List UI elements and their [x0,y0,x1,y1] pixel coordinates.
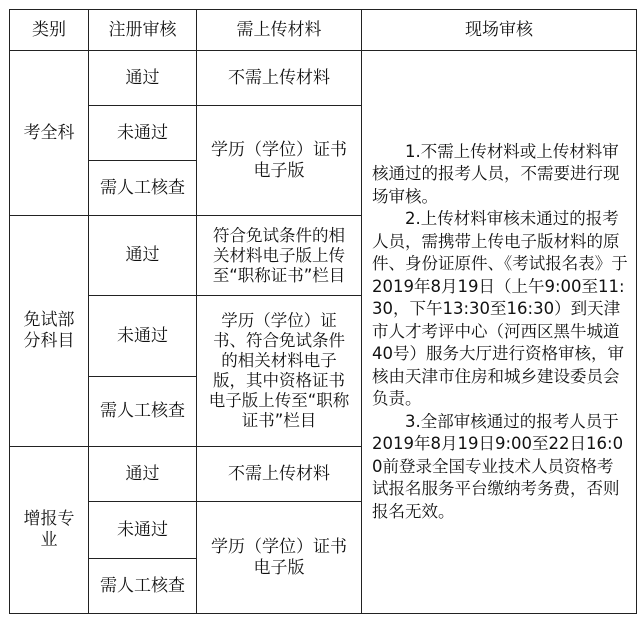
header-materials: 需上传材料 [197,10,362,51]
materials-cell: 学历（学位）证书电子版 [197,106,362,216]
onsite-note: 3.全部审核通过的报考人员于2019年8月19日9:00至22日16:00前登录全国专业技术人员资格考试报名服务平台缴纳考务费，否则报名无效。 [372,411,624,521]
materials-cell: 学历（学位）证书、符合免试条件的相关材料电子版，其中资格证书电子版上传至“职称证书”栏目 [197,296,362,447]
exam-review-table [9,9,637,614]
status-cell: 未通过 [89,296,197,377]
status-cell: 通过 [89,216,197,296]
onsite-note: 2.上传材料审核未通过的报考人员，需携带上传电子版材料的原件、身份证原件、《考试报名表》于2019年8月19日（上午9:00至11:30，下午13:30至16:30）到天津市人才考评中心（河西区黑牛城道40号）服务大厅进行资格审核，审核由天津市住房和城乡建设委员会负责。 [372,209,628,409]
onsite-notes-cell [362,51,637,614]
materials-cell: 不需上传材料 [197,447,362,502]
header-row [10,10,637,51]
header-onsite: 现场审核 [362,10,637,51]
status-cell: 未通过 [89,502,197,559]
materials-cell: 不需上传材料 [197,51,362,106]
onsite-note: 1.不需上传材料或上传材料审核通过的报考人员，不需要进行现场审核。 [372,141,620,206]
status-cell: 通过 [89,51,197,106]
status-cell: 未通过 [89,106,197,161]
category-cell: 考全科 [10,51,89,216]
status-cell: 需人工核查 [89,377,197,447]
status-cell: 需人工核查 [89,559,197,614]
table-row [10,51,637,106]
materials-cell: 学历（学位）证书电子版 [197,502,362,614]
header-registration: 注册审核 [89,10,197,51]
header-category: 类别 [10,10,89,51]
status-cell: 通过 [89,447,197,502]
category-cell: 增报专业 [10,447,89,614]
materials-cell: 符合免试条件的相关材料电子版上传至“职称证书”栏目 [197,216,362,296]
category-cell: 免试部分科目 [10,216,89,447]
status-cell: 需人工核查 [89,161,197,216]
